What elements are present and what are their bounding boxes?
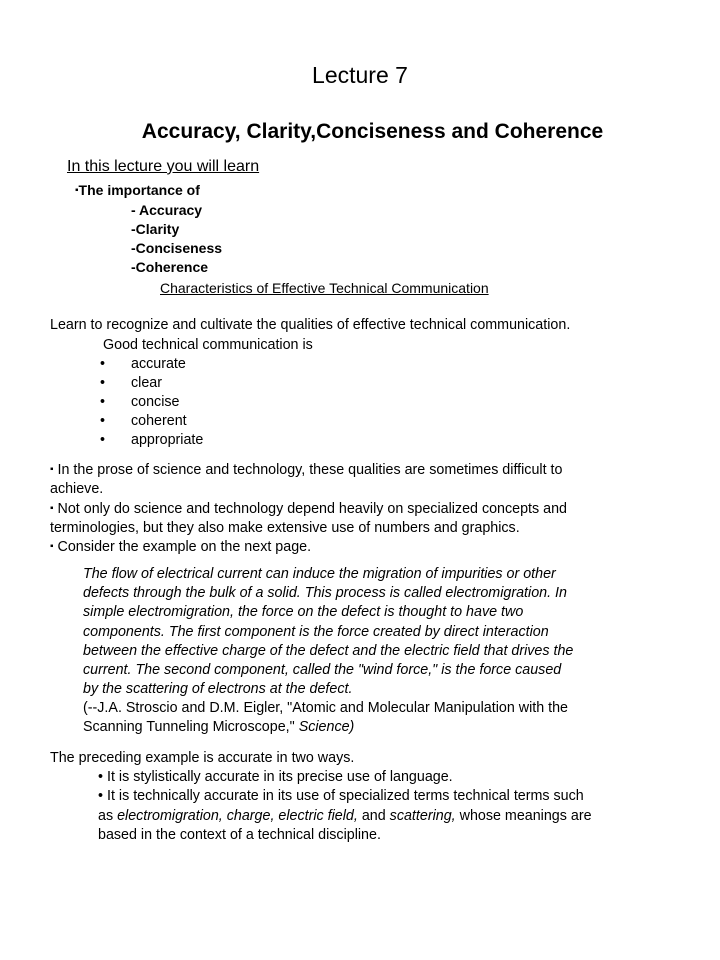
note-item: ▪ Not only do science and technology depend heavily on specialized concepts and (50, 501, 568, 517)
citation-line: Scanning Tunneling Microscope," Science) (83, 719, 355, 735)
quote-line: between the effective charge of the defect and the electric field that drives the (83, 643, 574, 659)
topic-item: -Coherence (131, 259, 209, 275)
quality-item: • appropriate (100, 432, 204, 448)
quote-line: components. The first component is the force created by direct interaction (83, 624, 549, 640)
quality-item: • accurate (100, 356, 186, 372)
importance-heading (75, 182, 200, 198)
bullet-icon: • (100, 375, 106, 391)
quote-line: defects through the bulk of a solid. This process is called electromigration. In (83, 585, 567, 601)
note-continuation: terminologies, but they also make extensive use of numbers and graphics. (50, 520, 520, 536)
square-bullet-icon: ▪ (75, 185, 79, 196)
preceding-text: The preceding example is accurate in two ways. (50, 750, 355, 766)
importance-label: The importance of (78, 182, 200, 198)
intro-text: Learn to recognize and cultivate the qualities of effective technical communication. (50, 317, 571, 333)
square-bullet-icon: ▪ (50, 541, 54, 552)
note-item: ▪ In the prose of science and technology, these qualities are sometimes difficult to (50, 462, 563, 478)
note-continuation: achieve. (50, 481, 104, 497)
characteristics-heading: Characteristics of Effective Technical Communication (160, 280, 489, 296)
quote-line: The flow of electrical current can induce the migration of impurities or other (83, 566, 556, 582)
learn-heading: In this lecture you will learn (67, 158, 260, 175)
way-continuation: based in the context of a technical discipline. (98, 827, 381, 843)
quality-item: • clear (100, 375, 162, 391)
page-title: Accuracy, Clarity,Conciseness and Coherence (141, 120, 604, 143)
good-is-text: Good technical communication is (103, 337, 313, 353)
bullet-icon: • (100, 356, 106, 372)
topic-item: -Clarity (131, 221, 180, 237)
bullet-icon: • (100, 432, 106, 448)
square-bullet-icon: ▪ (50, 464, 54, 475)
square-bullet-icon: ▪ (50, 503, 54, 514)
citation-line: (--J.A. Stroscio and D.M. Eigler, "Atomic and Molecular Manipulation with the (83, 700, 569, 716)
topic-item: -Conciseness (131, 240, 223, 256)
quote-line: current. The second component, called the "wind force," is the force caused (83, 662, 562, 678)
topic-item: - Accuracy (131, 202, 203, 218)
quality-item: • coherent (100, 413, 187, 429)
bullet-icon: • (100, 394, 106, 410)
way-item: • It is stylistically accurate in its precise use of language. (98, 769, 453, 785)
quote-line: by the scattering of electrons at the defect. (83, 681, 353, 697)
note-item: ▪ Consider the example on the next page. (50, 539, 312, 555)
bullet-icon: • (100, 413, 106, 429)
way-continuation: as electromigration, charge, electric field, and scattering, whose meanings are (98, 808, 592, 824)
quality-item: • concise (100, 394, 180, 410)
lecture-number: Lecture 7 (312, 62, 408, 88)
quote-line: simple electromigration, the force on the defect is thought to have two (83, 604, 524, 620)
way-item: • It is technically accurate in its use of specialized terms technical terms such (98, 788, 584, 804)
